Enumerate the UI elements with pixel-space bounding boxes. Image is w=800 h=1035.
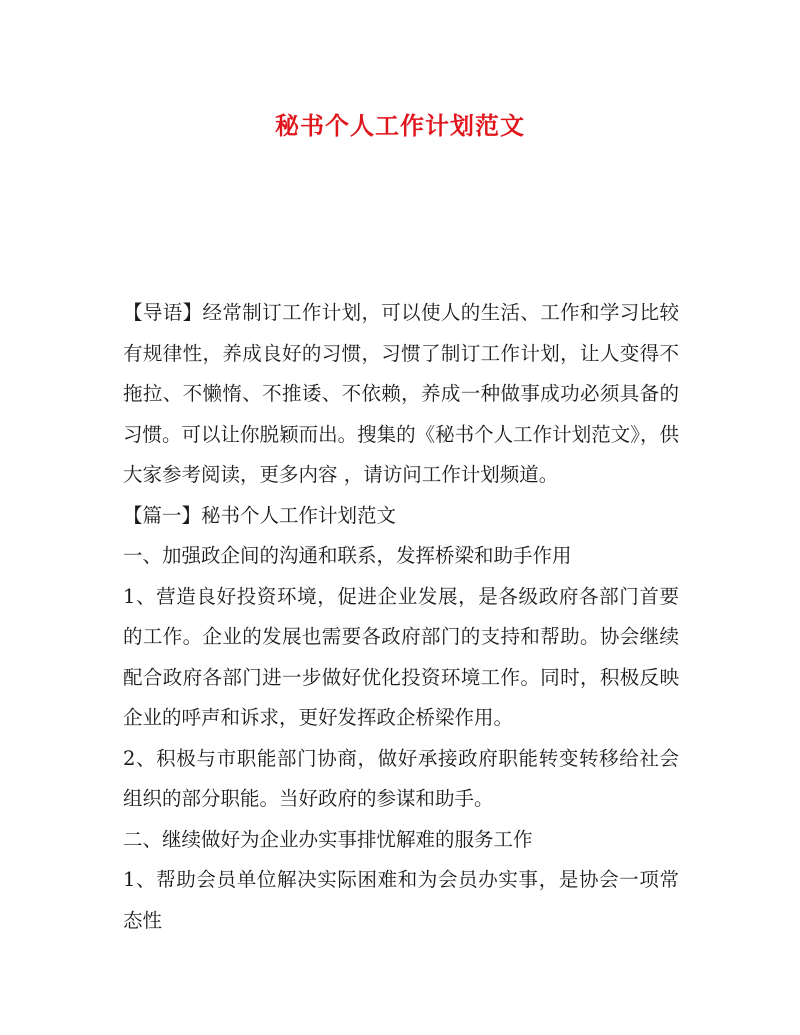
paragraph-1-2: 2、积极与市职能部门协商，做好承接政府职能转变转移给社会组织的部分职能。当好政府的参谋和助手。 — [123, 746, 679, 810]
document-title: 秘书个人工作计划范文 — [275, 111, 525, 140]
intro-paragraph: 【导语】经常制订工作计划，可以使人的生活、工作和学习比较有规律性，养成良好的习惯，习惯了制订工作计划，让人变得不拖拉、不懒惰、不推诿、不依赖，养成一种做事成功必须具备的习惯。可以让你脱颖而出。搜集的《秘书个人工作计划范文》，供大家参考阅读，更多内容 ，请访问工作计划频道。 — [123, 301, 679, 486]
paragraph-2-1: 1、帮助会员单位解决实际困难和为会员办实事，是协会一项常态性 — [123, 868, 679, 932]
document-body — [123, 293, 679, 941]
heading-two: 二、继续做好为企业办实事排忧解难的服务工作 — [123, 827, 533, 851]
section-heading-part-one: 【篇一】秘书个人工作计划范文 — [123, 503, 397, 527]
paragraph-1-1: 1、营造良好投资环境，促进企业发展，是各级政府各部门首要的工作。企业的发展也需要各政府部门的支持和帮助。协会继续配合政府各部门进一步做好优化投资环境工作。同时，积极反映企业的呼声和诉求，更好发挥政企桥梁作用。 — [123, 584, 679, 729]
heading-one: 一、加强政企间的沟通和联系，发挥桥梁和助手作用 — [123, 544, 572, 567]
